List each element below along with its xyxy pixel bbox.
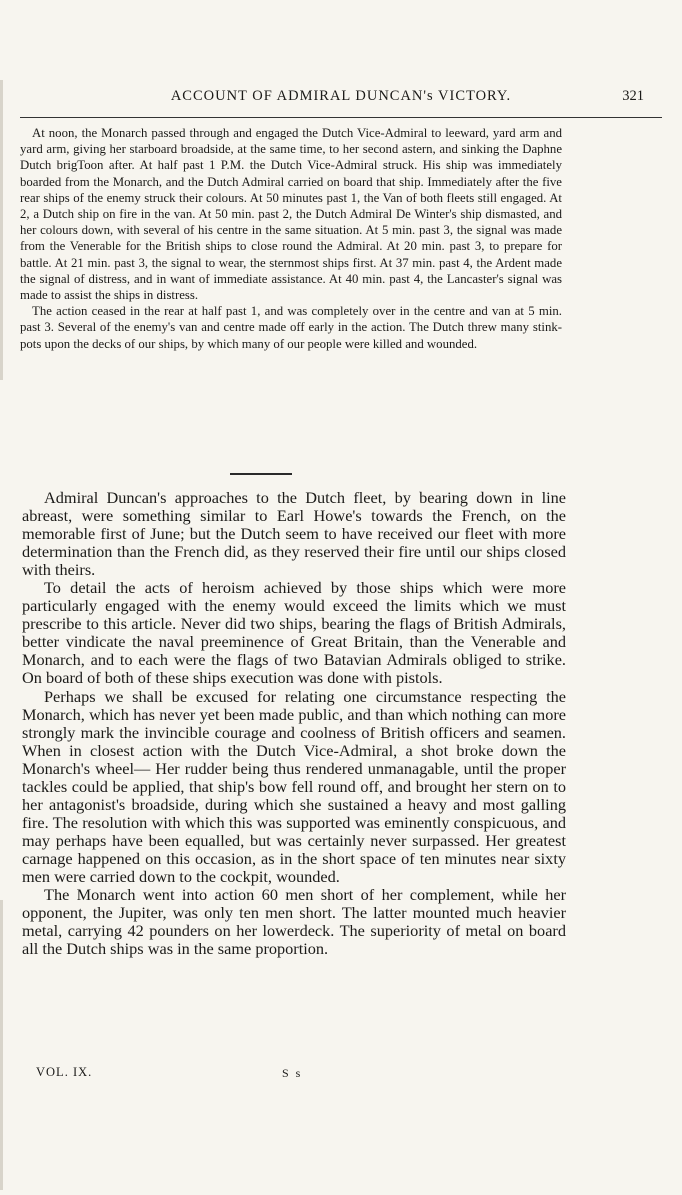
header-rule <box>20 117 662 118</box>
section-divider <box>230 473 292 475</box>
volume-label: VOL. IX. <box>36 1065 93 1079</box>
article-paragraph: To detail the acts of heroism achieved by those ships which were more particularly engaged with the enemy would exceed the limits which we must prescribe to this article. Never did two ships, bearing the flags of British Admirals, better vindicate the naval preeminence of Great Britain, than the Venerable and Monarch, and to each were the flags of two Batavian Admirals obliged to strike. On board of both of these ships execution was done with pistols. <box>22 578 566 688</box>
signature-mark: S s <box>282 1066 303 1080</box>
article-paragraph: The Monarch went into action 60 men short of her complement, while her opponent, the Jupiter, was only ten men short. The latter mounted much heavier metal, carrying 42 pounders on her lowerdeck. The superiority of metal on board all the Dutch ships was in the same proportion. <box>22 885 566 959</box>
running-header <box>30 88 652 112</box>
article-paragraph: Perhaps we shall be excused for relating one circumstance respecting the Monarch, which has never yet been made public, and than which nothing can more strongly mark the invincible courage and coolness of British officers and seamen. When in closest action with the Dutch Vice-Admiral, a shot broke down the Monarch's wheel— Her rudder being thus rendered unmanagable, until the proper tackles could be applied, that ship's bow fell round off, and brought her stern on to her antagonist's broadside, during which she sustained a heavy and most galling fire. The resolution with which this was supported was eminently conspicuous, and may perhaps have been equalled, but was certainly never surpassed. Her greatest carnage happened on this occasion, as in the short space of ten minutes near sixty men were carried down to the cockpit, wounded. <box>22 686 566 886</box>
article-paragraph: Admiral Duncan's approaches to the Dutch fleet, by bearing down in line abreast, were something similar to Earl Howe's towards the French, on the memorable first of June; but the Dutch seem to have received our fleet with more determination than the French did, as they reserved their fire until our ships closed with theirs. <box>22 488 566 580</box>
battle-account <box>20 125 562 352</box>
running-title: ACCOUNT OF ADMIRAL DUNCAN's VICTORY. <box>170 88 512 104</box>
article-body <box>22 489 566 958</box>
page-edge-shadow <box>0 80 3 380</box>
page-number: 321 <box>622 88 644 104</box>
account-paragraph: The action ceased in the rear at half past 1, and was completely over in the centre and van at 5 min. past 3. Several of the enemy's van and centre made off early in the action. The Dutch threw many stink-pots upon the decks of our ships, by which many of our people were killed and wounded. <box>20 304 562 351</box>
page-edge-shadow <box>0 900 3 1190</box>
account-paragraph: At noon, the Monarch passed through and engaged the Dutch Vice-Admiral to leeward, yard arm and yard arm, giving her starboard broadside, at the same time, to her second astern, and sinking the Daphne Dutch brigToon after. At half past 1 P.M. the Dutch Vice-Admiral struck. His ship was immediately boarded from the Monarch, and the Dutch Admiral carried on board that ship. Immediately after the five rear ships of the enemy struck their colours. At 50 minutes past 1, the Van of both fleets still engaged. At 2, a Dutch ship on fire in the van. At 50 min. past 2, the Dutch Admiral De Winter's ship dismasted, and her colours down, with several of his centre in the same situation. At 5 min. past 3, the signal was made from the Venerable for the British ships to close round the Admiral. At 20 min. past 3, to prepare for battle. At 21 min. past 3, the signal to wear, the sternmost ships first. At 37 min. past 4, the Ardent made the signal of distress, and in want of immediate assistance. At 40 min. past 4, the Lancaster's signal was made to assist the ships in distress. <box>20 126 562 303</box>
